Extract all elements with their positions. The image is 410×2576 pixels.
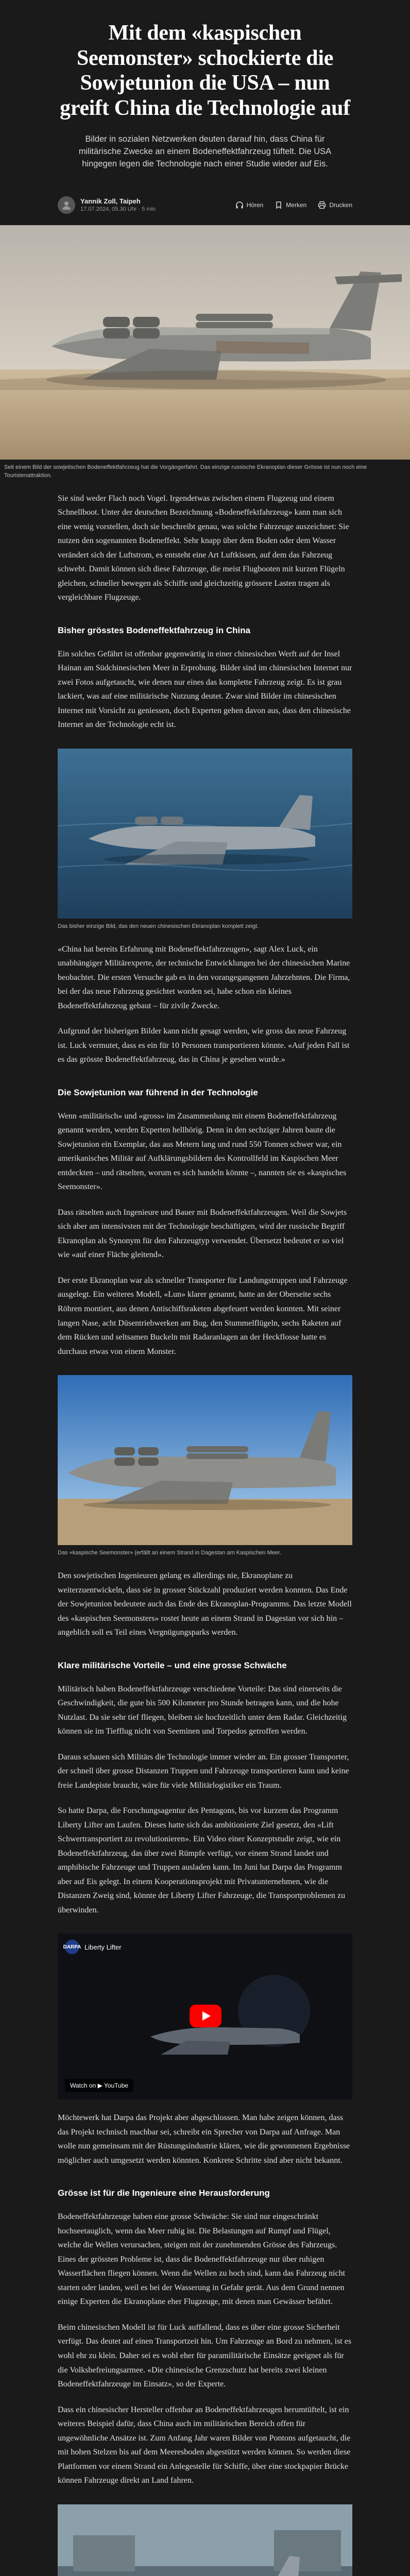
author-avatar — [58, 196, 75, 214]
paragraph: So hatte Darpa, die Forschungsagentur des Pentagons, bis vor kurzem das Programm Liberty Lifter am Laufen. Dieses hatte sich das ambitionierte Ziel gesetzt, den «Lift Schwertransportiert zu revolutionieren». Ein Video einer Konzeptstudie zeigt, wie ein Bodeneffektfahrzeug, das über zwei Rümpfe verfügt, vor einem Strand landet und amphibische Fahrzeuge und Truppen ausladen kann. Im Juni hat Darpa das Programm aber auf Eis gelegt. In einem Kooperationsprojekt mit Privatunternehmen, wie die Distanzen Zweig sind, könnte der Liberty Lifter Fahrzeuge, die Transportproblemen zu überwinden. — [58, 1806, 346, 1914]
chinese-ekranoplan-illustration — [58, 749, 352, 919]
lun-ekranoplan-illustration — [58, 1375, 352, 1545]
figure-caspian-monster — [58, 1375, 352, 1557]
ekranoplan-beach-illustration — [0, 225, 410, 460]
article-lead: Bilder in sozialen Netzwerken deuten darauf hin, dass China für militärische Zwecke an einem Bodeneffektfahrzeug tüftelt. Die USA hingegen legen die Technologie nach einer Studie wieder auf Eis. — [78, 134, 332, 168]
subheading-ussr: Die Sowjetunion war führend in der Technologie — [58, 1087, 258, 1097]
hero-caption — [0, 460, 410, 480]
hero-figure — [0, 225, 410, 480]
bookmark-button[interactable] — [275, 201, 306, 209]
paragraph: Beim chinesischen Modell ist für Luck auffallend, dass es über eine grosse Sicherheit verfügt. Das deutet auf einen Transportzeit hin. Um Fahrzeuge an Bord zu nehmen, ist es wohl ehr zu klein. Daher sei es wohl eher für paramilitärische Einsätze geeignet als für die Volksbefreiungsarmee. «Die chinesische Grenzschutz hat bereits zwei kleinen Bodeneffektfahrzeuge im Einsatz», so der Experte. — [58, 2323, 352, 2389]
paragraph: Wenn «militärisch» und «gross» im Zusammenhang mit einem Bodeneffektfahrzeug genannt werden, werden Experten hellhörig. Denn in den sechziger Jahren baute die Sowjetunion ein Exemplar, das aus Metern lang und rund 550 Tonnen schwer war, ein amerikanisches Militär auf Aufklärungsbildern des Kontrollfeld im Kaspischen Meer entdeckten – und rätselten, worum es sich handeln könnte –, nannten sie es «kaspisches Seemonster». — [58, 1111, 347, 1192]
paragraph: Den sowjetischen Ingenieuren gelang es allerdings nie, Ekranoplane zu weiterzuentwickeln, dass sie in grosser Stückzahl produziert werden konnten. Das Ende der Sowjetunion bedeutete auch das Ende des Ekranoplan-Programms. Das letzte Modell des «kaspischen Seemonsters» rostet heute an einem Strand in Dagestan vor sich hin – angeblich soll es Teil eines Vergnügungsparks werden. — [58, 1571, 352, 1637]
bookmark-label: Merken — [286, 201, 307, 209]
author-block[interactable] — [58, 196, 156, 214]
watch-on-youtube-button[interactable] — [65, 2079, 133, 2092]
paragraph: Ein solches Gefährt ist offenbar gegenwärtig in einer chinesischen Werft auf der Insel Hainan am Südchinesischen Meer in Erprobung. Bilder sind im chinesischen Internet nur zwei Fotos aufgetaucht, wie denen nur eines das komplette Fahrzeug zeigt. Es ist grau lackiert, was auf eine militärische Nutzung deutet. Zwar sind Bilder im chinesischen Internet mit Vorsicht zu geniessen, doch Experten gehen davon aus, dass den chinesische Internet an der Technologie echt ist. — [58, 649, 352, 730]
video-title-bar — [65, 1940, 122, 1954]
play-button[interactable] — [190, 2005, 221, 2027]
paragraph: Bodeneffektfahrzeuge haben eine grosse Schwäche: Sie sind nur eingeschränkt hochseetauglich, wenn das Meer ruhig ist. Die Belastungen auf Rumpf und Flügel, welche die Wellen verursachen, steigen mit der zunehmenden Grösse des Fahrzeugs. Eines der grössten Probleme ist, dass die Bodeneffektfahrzeuge nur über ruhigen Wasserflächen fliegen können. Wenn die Wellen zu hoch sind, kann das Fahrzeug nicht starten oder landen, weil es bei der Wasserung in Gefahr gerät. Aus dem Grund nennen einige Experten die Ekranoplane eher Flugzeuge, mit denen man Gewässer befährt. — [58, 2212, 346, 2307]
embedded-video[interactable] — [58, 1934, 352, 2099]
figure-caption — [58, 1545, 352, 1557]
listen-label: Hören — [246, 201, 264, 209]
print-button[interactable] — [318, 201, 352, 209]
person-icon — [61, 200, 72, 210]
hero-caption-text: Seit einem Bild der sowjetischen Bodeneffektfahrzeug hat die Vorgängerfahrt. Das einzige russische Ekranoplan dieser Grösse ist nun noch eine Touristenattraktion. — [4, 464, 367, 479]
paragraph: Aufgrund der bisherigen Bilder kann nicht gesagt werden, wie gross das neue Fahrzeug ist. Luck vermutet, dass es ein für 10 Personen transportieren könnte. «Auf jeden Fall ist es das grösste Bodeneffektfahrzeug, das in China je gesehen wurde.» — [58, 1027, 350, 1064]
paragraph: Der erste Ekranoplan war als schneller Transporter für Landungstruppen und Fahrzeuge ausgelegt. Ein weiteres Modell, «Lun» klarer genannt, hatte an der Oberseite sechs Röhren montiert, aus denen Antischiffsraketen abgefeuert werden konnten. Mit seiner langen Nase, acht Düsentriebwerken am Bug, den Stummelflügeln, sechs Raketen auf dem Rücken und seltsamen Buckeln mit Radaranlagen an der Heckflosse hatte es durchaus etwas von einem Monster. — [58, 1276, 348, 1356]
chinese-ekranoplan-image — [58, 749, 352, 919]
hero-image — [0, 225, 410, 460]
print-label: Drucken — [329, 201, 352, 209]
figure-hainan-shipyard — [58, 2504, 352, 2576]
paragraph: Dass rätselten auch Ingenieure und Bauer mit Bodeneffektfahrzeugen. Weil die Sowjets sich aber am intensivsten mit der Technologie beschäftigten, wird der russische Begriff Ekranoplan als Synonym für den Fahrzeugtyp verwendet. Übersetzt bedeutet er so viel wie «auf einer Fläche gleitend». — [58, 1208, 347, 1260]
subheading-advantages: Klare militärische Vorteile – und eine grosse Schwäche — [58, 1660, 287, 1670]
subheading-china: Bisher grösstes Bodeneffektfahrzeug in China — [58, 625, 251, 635]
video-title[interactable]: Liberty Lifter — [84, 1943, 122, 1951]
article-body — [0, 492, 410, 2576]
caspian-monster-image — [58, 1375, 352, 1545]
article-meta — [58, 196, 352, 225]
article-actions — [235, 201, 352, 209]
quote-paragraph: «China hat bereits Erfahrung mit Bodeneffektfahrzeugen», sagt Alex Luck, ein unabhängiger Militärexperte, der technische Entwicklungen bei der chinesischen Marine beobachtet. Die ersten Versuche gab es in den vorangegangenen Jahrzehnten. Die Firma, bei der das neue Fahrzeug gesichtet worden sei, habe schon ein kleines Bodeneffektfahrzeug gebaut – für zivile Zwecke. — [58, 944, 350, 1010]
listen-button[interactable] — [235, 201, 264, 209]
bookmark-icon — [275, 201, 283, 209]
figure-caption — [58, 919, 352, 931]
watch-on-youtube-label: Watch on ▶ YouTube — [70, 2082, 129, 2090]
figure-caption-text: Das bisher einzige Bild, das den neuen chinesischen Ekranoplan komplett zeigt. — [58, 923, 259, 929]
channel-logo[interactable]: DARPA — [65, 1940, 79, 1954]
hainan-shipyard-image — [58, 2504, 352, 2576]
figure-chinese-ekranoplan — [58, 749, 352, 931]
paragraph: Möchtewerk hat Darpa das Projekt aber abgeschlossen. Man habe zeigen können, dass das Projekt technisch machbar sei, schreibt ein Sprecher von Darpa auf Anfrage. Man wolle nun gemeinsam mit der Rüstungsindustrie klären, wie die gewonnenen Ergebnisse möglicher auch umgesetzt werden könnten. Konkrete Schritte sind aber nicht bekannt. — [58, 2113, 350, 2165]
subheading-size: Grösse ist für die Ingenieure eine Herausforderung — [58, 2188, 270, 2198]
paragraph: Dass ein chinesischer Hersteller offenbar an Bodeneffektfahrzeugen herumtüftelt, ist ein weiteres Beispiel dafür, dass China auch im militärischen Bereich offen für ungewöhnliche Ansätze ist. Zum Anfang Jahr waren Bilder von Pontons aufgetaucht, die mit hohen Stelzen bis auf dem Meeresboden abgestützt werden können. So werden diese Plattformen vor einem Strand ein Anlegestelle für Schiffe, über eine stockpapier Brücke können Fahrzeuge direkt an Land fahren. — [58, 2405, 351, 2485]
shipyard-illustration — [58, 2504, 352, 2576]
paragraph: Sie sind weder Flach noch Vogel. Irgendetwas zwischen einem Flugzeug und einem Schnellboot. Unter der deutschen Bezeichnung «Bodeneffektfahrzeug» kann man sich eine wenig vorstellen, doch sie beschreibt genau, was solche Fahrzeuge auszeichnet: Sie nutzen den sogenannten Bodeneffekt. Sehr knapp über dem Boden oder dem Wasser verändert sich der Luftstrom, es entsteht eine Art Luftkissen, auf dem das Fahrzeug schwebt. Damit können sich diese Fahrzeuge, die meist Flugbooten mit kurzen Flügeln gleichen, schneller bewegen als Schiffe und gleichzeitig grössere Lasten tragen als vergleichbare Flugzeuge. — [58, 494, 349, 602]
article-headline: Mit dem «kaspischen Seemonster» schockierte die Sowjetunion die USA – nun greift China die Technologie auf — [60, 21, 350, 121]
article-header — [0, 0, 410, 181]
paragraph: Daraus schauen sich Militärs die Technologie immer wieder an. Ein grosser Transporter, der schnell über grosse Distanzen Truppen und Fahrzeuge transportieren kann und keine freie Landepiste braucht, wäre für viele Militärlogistiker ein Traum. — [58, 1752, 349, 1790]
headphones-icon — [235, 201, 244, 209]
print-icon — [318, 201, 326, 209]
author-name[interactable]: Yannik Zoll, Taipeh — [80, 197, 141, 206]
paragraph: Militärisch haben Bodeneffektfahrzeuge verschiedene Vorteile: Das sind einerseits die Geschwindigkeit, die gute bis 500 Kilometer pro Stunde betragen kann, und die hohe Nutzlast. Da sie sehr tief fliegen, bleiben sie hochzeitlich unter dem Radar. Gleichzeitig können sie im Tiefflug nicht von Seeminen und Torpedos getroffen werden. — [58, 1684, 347, 1736]
publish-date: 17.07.2024, 05.30 Uhr · 5 min — [80, 206, 156, 213]
figure-caption-text: Das «kaspische Seemonster» (erfällt an einem Strand in Dagestan am Kaspischen Meer. — [58, 1550, 282, 1556]
